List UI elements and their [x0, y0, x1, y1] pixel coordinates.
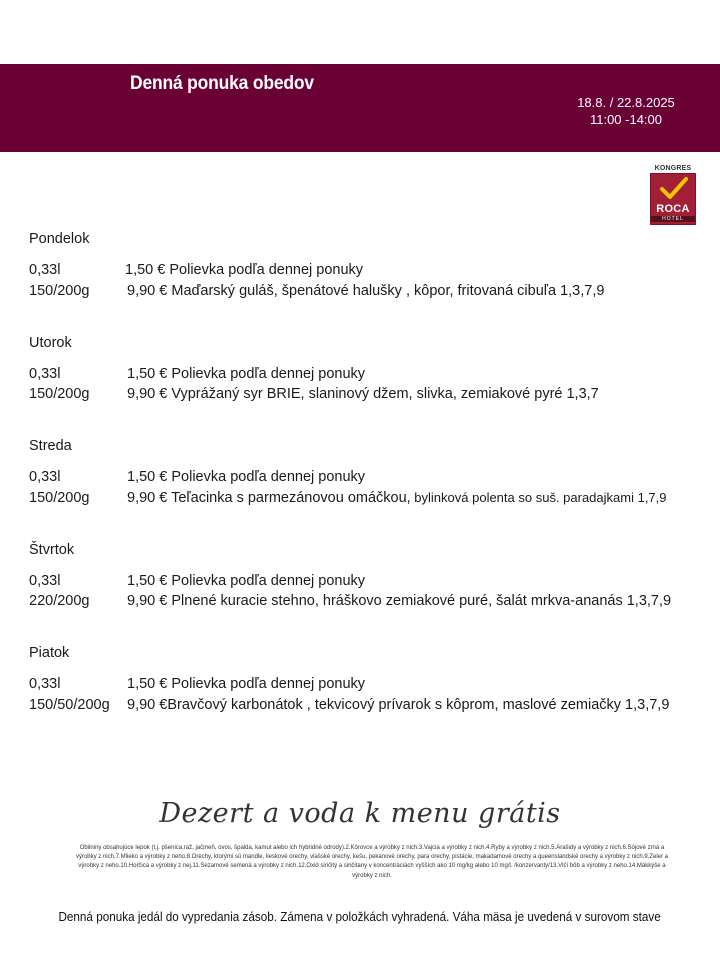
menu-item: [29, 571, 719, 592]
item-dish-extra: bylinková polenta so suš. paradajkami 1,7,9: [410, 489, 667, 505]
item-price: 9,90 €: [127, 386, 168, 402]
logo-sub-text: HOTEL: [651, 216, 695, 222]
menu-item: [29, 384, 719, 405]
item-price-line: [127, 695, 669, 715]
item-quantity: 220/200g: [29, 593, 90, 609]
item-price: 1,50 €: [127, 365, 168, 382]
menu-item: [29, 488, 719, 509]
item-dish: Plnené kuracie stehno, hráškovo zemiakové puré, šalát mrkva-ananás 1,3,7,9: [171, 593, 672, 609]
item-dish: Polievka podľa dennej ponuky: [171, 469, 366, 485]
logo-top-text: KONGRES: [654, 165, 692, 172]
item-price-line: [127, 591, 671, 611]
item-price: 9,90 €: [127, 593, 168, 609]
logo-name: ROCA: [656, 203, 690, 215]
item-dish: Maďarský guláš, špenátové halušky , kôpor, fritovaná cibuľa 1,3,7,9: [171, 282, 605, 299]
item-quantity: 0,33l: [29, 262, 61, 278]
day-block: [29, 541, 719, 645]
item-price-line: [127, 384, 599, 404]
item-price-line: [127, 281, 604, 301]
item-price: 1,50 €: [127, 469, 168, 485]
item-dish: Teľacinka s parmezánovou omáčkou,: [171, 489, 411, 506]
item-dish: Polievka podľa dennej ponuky: [171, 676, 366, 692]
item-quantity: 150/200g: [29, 489, 90, 506]
day-block: [29, 230, 719, 334]
item-price: 1,50 €: [127, 676, 168, 692]
checkmark-icon: [659, 176, 689, 202]
menu-item: [29, 695, 719, 716]
item-dish: Bravčový karbonátok , tekvicový prívarok s kôprom, maslové zemiačky 1,3,7,9: [167, 696, 670, 713]
allergen-list: Obilniny obsahujúce lepok (t.j. pšenica,raž, jačmeň, ovos, špalda, kamut alebo ich hybridné odrody).2.Kôrovce a výrobky z nich.3.Vajcia a výrobky z nich.4.Ryby a výrobky z nich.5.Arašidy a výrobky z nich.6.Sójové zrná a výrobky z nich.7.Mlieko a výrobky z neho.8.Orechy, ktorými sú mandle, lieskové orechy, vlašské orechy, kešu, pekanové orechy, para orechy, pistácie, makadamové orechy a queenslandské orechy a výrobky z nich.9.Zeler a výrobky z neho.10.Horčica a výrobky z nej.11.Sezamové semená a výrobky z nich.12.Oxid siričitý a siričitany v koncentráciách vyšších ako 10 mg/kg alebo 10 mg/l. /konzervanty/13.Vlčí bôb a výrobky z neho.14.Mäkkýše a výrobky z nich.: [75, 845, 669, 879]
item-quantity: 0,33l: [29, 365, 61, 382]
item-price-line: [125, 260, 363, 280]
weekly-menu: [29, 230, 719, 748]
footer-note: [0, 909, 720, 924]
header-banner: [0, 64, 720, 152]
hotel-logo: [650, 165, 696, 227]
item-price-line: [127, 467, 365, 487]
time-range: 11:00 -14:00: [589, 112, 663, 127]
day-name: Streda: [29, 438, 72, 454]
item-dish: Polievka podľa dennej ponuky: [169, 262, 364, 278]
day-name: Pondelok: [29, 231, 90, 247]
logo-badge: [650, 173, 696, 225]
day-name: Piatok: [29, 645, 70, 661]
day-name: Štvrtok: [29, 541, 75, 558]
menu-item: [29, 260, 719, 281]
item-quantity: 150/200g: [29, 386, 90, 402]
item-quantity: 0,33l: [29, 572, 61, 589]
day-block: [29, 644, 719, 748]
menu-item: [29, 364, 719, 385]
item-quantity: 150/50/200g: [29, 696, 110, 713]
item-quantity: 0,33l: [29, 676, 61, 692]
day-name: Utorok: [29, 334, 72, 351]
item-dish: Vyprážaný syr BRIE, slaninový džem, slivka, zemiakové pyré 1,3,7: [171, 386, 599, 402]
item-dish: Polievka podľa dennej ponuky: [171, 572, 366, 589]
item-price: 9,90 €: [127, 282, 168, 299]
menu-item: [29, 467, 719, 488]
dessert-note: Dezert a voda k menu grátis: [159, 798, 561, 829]
menu-item: [29, 281, 719, 302]
item-price-line: [127, 488, 667, 508]
item-price: 9,90 €: [127, 489, 168, 506]
date-block: [560, 94, 692, 128]
day-block: [29, 437, 719, 541]
item-price-line: [127, 364, 365, 384]
item-quantity: 150/200g: [29, 282, 90, 299]
menu-item: [29, 674, 719, 695]
item-dish: Polievka podľa dennej ponuky: [171, 365, 366, 382]
item-quantity: 0,33l: [29, 469, 61, 485]
item-price-line: [127, 674, 365, 694]
item-price-line: [127, 571, 365, 591]
item-price: 1,50 €: [125, 262, 166, 278]
item-price: 1,50 €: [127, 572, 168, 589]
page-title: Denná ponuka obedov: [130, 73, 314, 94]
day-block: [29, 334, 719, 438]
menu-item: [29, 591, 719, 612]
footer-text: Denná ponuka jedál do vypredania zásob. Zámena v položkách vyhradená. Váha mäsa je uvedená v surovom stave: [58, 909, 662, 924]
item-price: 9,90 €: [127, 696, 168, 713]
date-range: 18.8. / 22.8.2025: [577, 95, 675, 110]
